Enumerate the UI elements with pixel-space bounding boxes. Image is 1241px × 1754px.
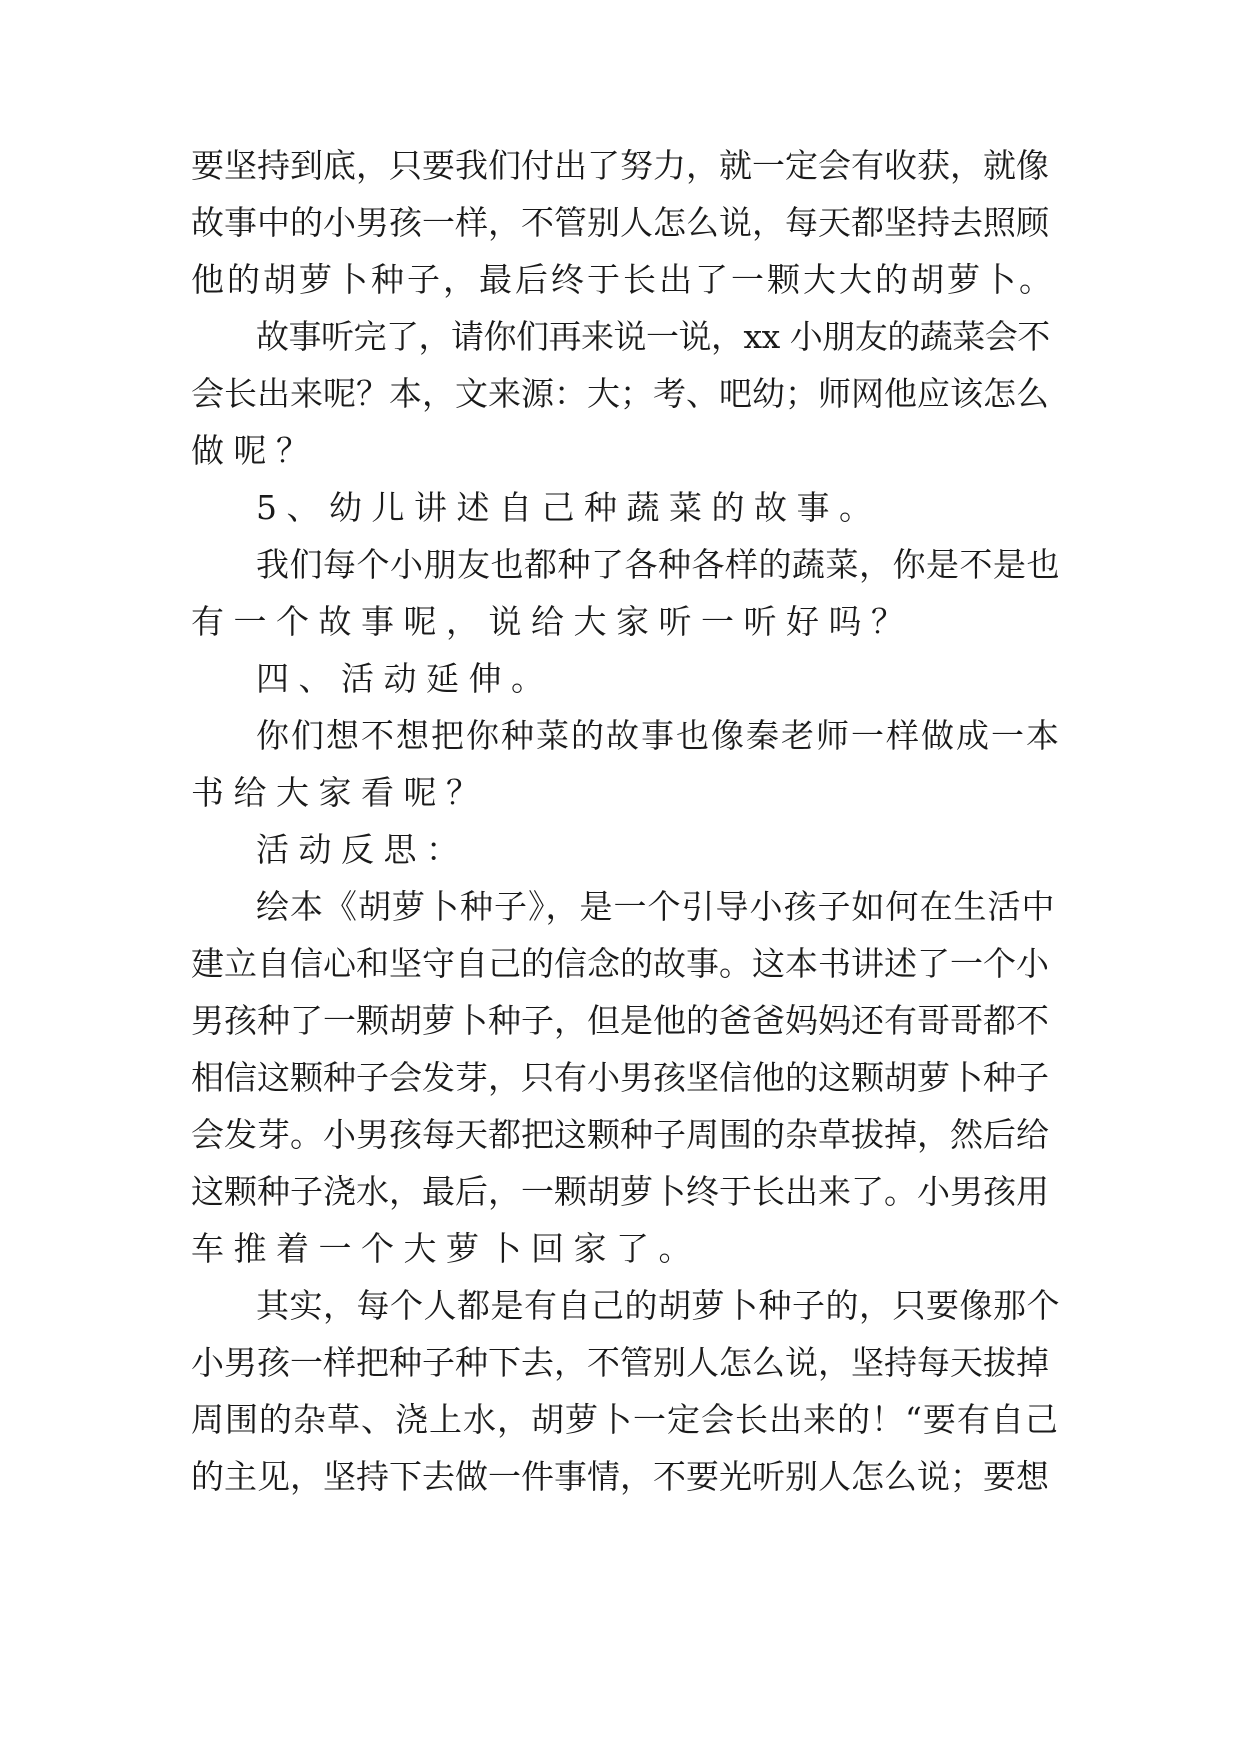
text-line: 有一个故事呢，说给大家听一听好吗？: [191, 602, 914, 641]
text-line: 相信这颗种子会发芽，只有小男孩坚信他的这颗胡萝卜种子: [191, 1058, 1049, 1097]
text-line: 故事中的小男孩一样，不管别人怎么说，每天都坚持去照顾: [191, 203, 1049, 242]
text-line: 绘本《胡萝卜种子》，是一个引导小孩子如何在生活中: [256, 887, 1056, 926]
text-line: 周围的杂草、浇上水，胡萝卜一定会长出来的！“要有自己: [191, 1400, 1059, 1439]
text-line: 其实，每个人都是有自己的胡萝卜种子的，只要像那个: [256, 1286, 1060, 1325]
text-line: 男孩种了一颗胡萝卜种子，但是他的爸爸妈妈还有哥哥都不: [191, 1001, 1049, 1040]
text-line: 做呢？: [191, 431, 319, 470]
text-line: 故事听完了，请你们再来说一说，xx 小朋友的蔬菜会不: [256, 317, 1050, 356]
text-line: 会发芽。小男孩每天都把这颗种子周围的杂草拔掉，然后给: [191, 1115, 1049, 1154]
text-line: 这颗种子浇水，最后，一颗胡萝卜终于长出来了。小男孩用: [191, 1172, 1049, 1211]
text-line: 四、活动延伸。: [256, 659, 554, 698]
text-line: 5、幼儿讲述自己种蔬菜的故事。: [256, 488, 882, 527]
text-line: 你们想不想把你种菜的故事也像秦老师一样做成一本: [256, 716, 1061, 755]
text-line: 车推着一个大萝卜回家了。: [191, 1229, 701, 1268]
text-line: 活动反思：: [256, 830, 469, 869]
text-line: 书给大家看呢？: [191, 773, 489, 812]
text-line: 我们每个小朋友也都种了各种各样的蔬菜，你是不是也: [256, 545, 1060, 584]
text-line: 建立自信心和坚守自己的信念的故事。这本书讲述了一个小: [191, 944, 1049, 983]
text-line: 的主见，坚持下去做一件事情，不要光听别人怎么说；要想: [191, 1457, 1049, 1496]
text-line: 小男孩一样把种子种下去，不管别人怎么说，坚持每天拔掉: [191, 1343, 1049, 1382]
text-line: 会长出来呢？本，文来源：大；考、吧幼；师网他应该怎么: [191, 374, 1049, 413]
text-line: 要坚持到底，只要我们付出了努力，就一定会有收获，就像: [191, 146, 1049, 185]
text-line: 他的胡萝卜种子，最后终于长出了一颗大大的胡萝卜。: [191, 260, 1055, 299]
